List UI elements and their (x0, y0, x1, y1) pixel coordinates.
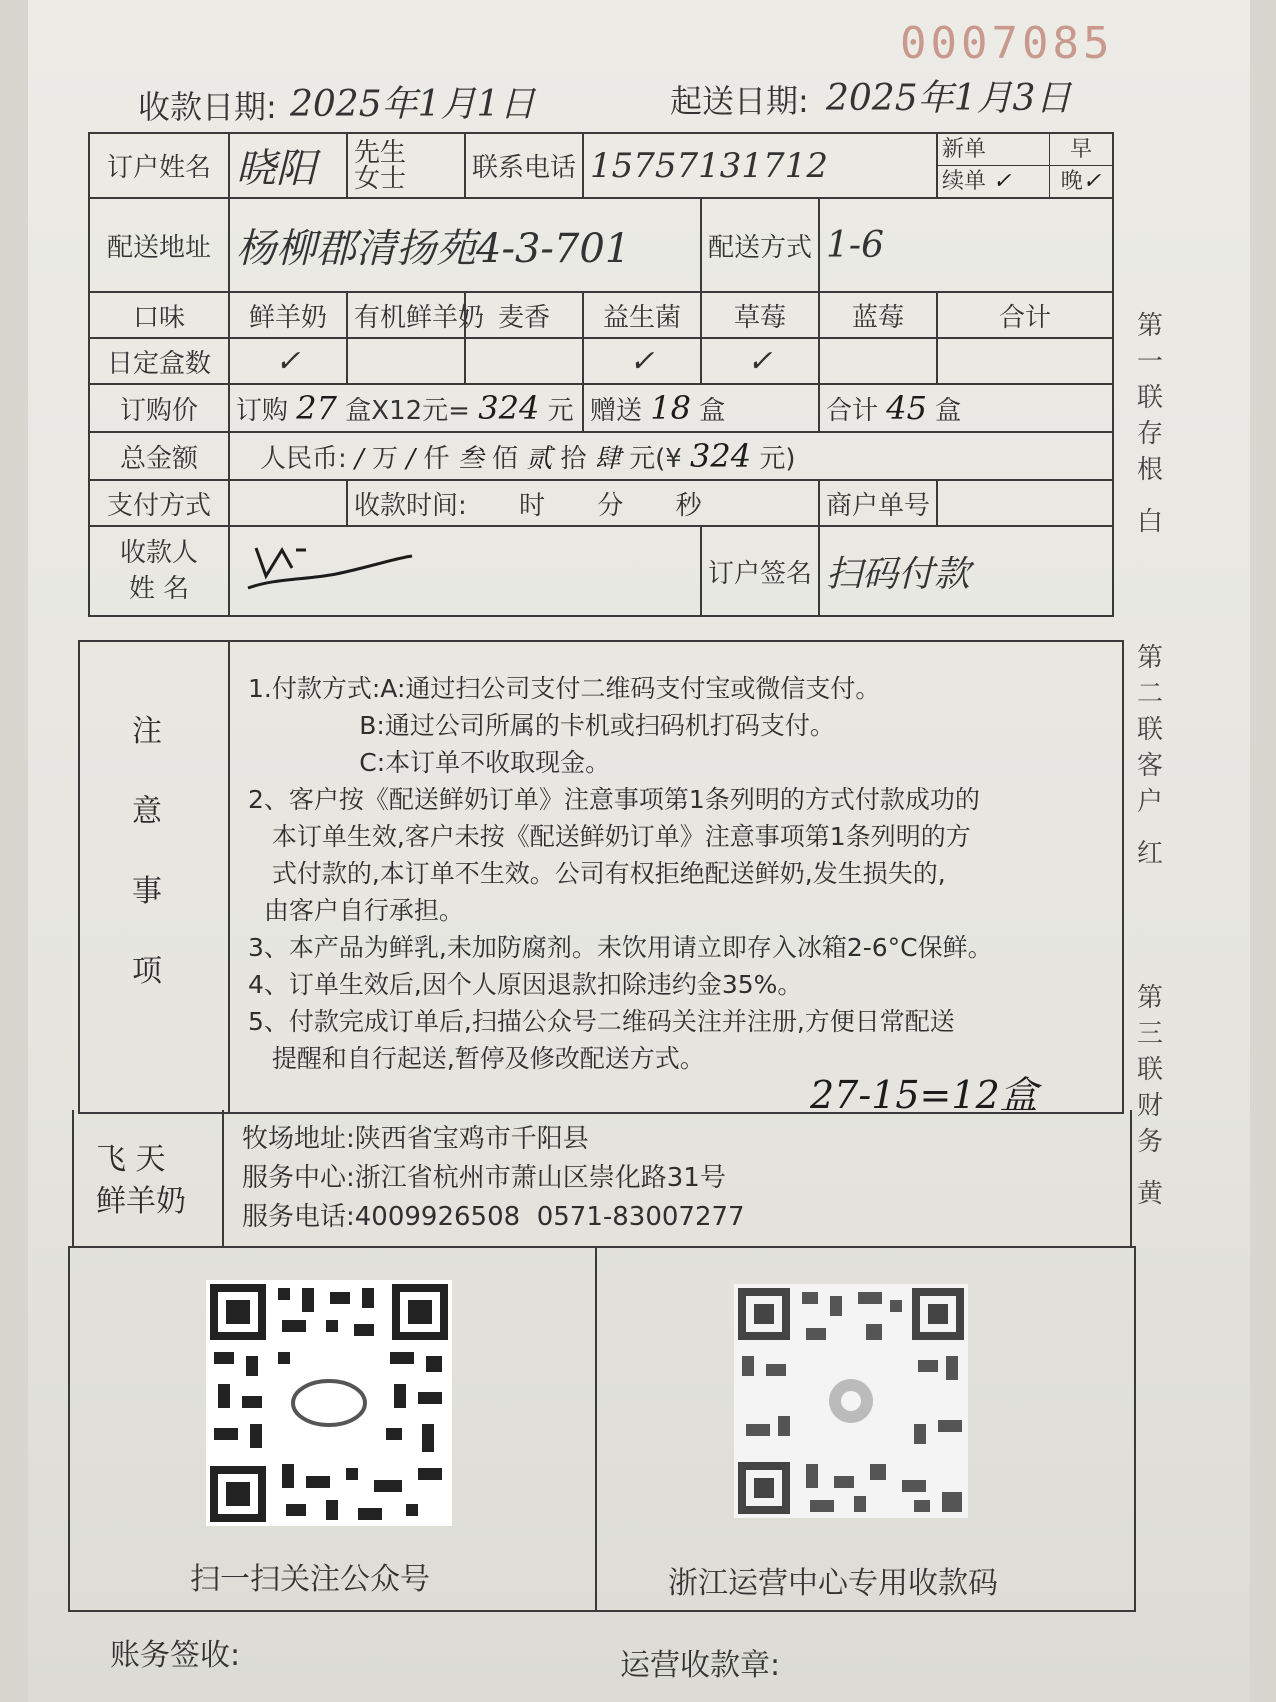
notes-label (80, 642, 230, 1112)
total-qty-cell (819, 384, 1113, 432)
flavor-wheat: 麦香 (465, 292, 583, 338)
payment-time-cell (347, 480, 819, 526)
daily-check-blueberry (819, 338, 937, 384)
gift-cell (583, 384, 819, 432)
daily-check-total (937, 338, 1113, 384)
receipt-date-value: 2025年1月1日 (290, 84, 536, 125)
rmb-label: 人民币: (260, 444, 347, 474)
customer-name-label: 订户姓名 (89, 133, 229, 198)
flavor-total: 合计 (937, 292, 1113, 338)
total-qty: 45 (886, 389, 927, 427)
daily-box-label: 日定盒数 (89, 338, 229, 384)
note-line-7: 由客户自行承担。 (248, 896, 464, 925)
note-line-8: 3、本产品为鲜乳,未加防腐剂。未饮用请立即存入冰箱2-6°C保鲜。 (248, 933, 993, 962)
notes-label-char-3: 事 (132, 874, 162, 909)
payee-label (89, 526, 229, 616)
payment-time-label: 收款时间: (354, 490, 467, 521)
service-phone: 服务电话:4009926508 0571-83007277 (242, 1202, 745, 1232)
company-name (74, 1110, 224, 1246)
accounts-sign-label: 账务签收: (110, 1638, 241, 1673)
daily-check-strawberry: ✓ (701, 338, 819, 384)
hour-label: 时 (519, 490, 546, 521)
title-sir: 先生 (354, 137, 407, 168)
gift-box: 盒 (699, 396, 726, 426)
minute-label: 分 (597, 490, 624, 521)
customer-name-value: 晓阳 (229, 133, 347, 198)
qian-label: 仟 (423, 444, 450, 474)
flavor-label: 口味 (89, 292, 229, 338)
note-line-6: 式付款的,本订单不生效。公司有权拒绝配送鲜奶,发生损失的, (248, 859, 946, 888)
wechat-account-qr[interactable] (206, 1280, 452, 1526)
bai-label: 佰 (491, 444, 518, 474)
flavor-blueberry: 蓝莓 (819, 292, 937, 338)
order-unit: 盒X12元= (345, 396, 470, 426)
morning-label: 早 (1050, 134, 1112, 166)
notes-body (248, 670, 1108, 1077)
start-date-label: 起送日期: (670, 82, 809, 120)
second-label: 秒 (675, 490, 702, 521)
order-form-table (88, 132, 1114, 617)
notes-label-char-2: 意 (132, 794, 162, 829)
title-madam: 女士 (354, 163, 407, 194)
note-line-9: 4、订单生效后,因个人原因退款扣除违约金35%。 (248, 970, 803, 999)
evening-check: ✓ (1082, 169, 1102, 194)
shi-label: 拾 (560, 444, 587, 474)
side-copy-3-color: 黄 (1136, 1179, 1163, 1209)
company-details (242, 1120, 745, 1237)
qr-left-caption: 扫一扫关注公众号 (190, 1562, 430, 1597)
handwritten-calculation: 27-15=12盒 (810, 1073, 1038, 1117)
total-amount-cell (229, 432, 1113, 480)
phone-label: 联系电话 (465, 133, 583, 198)
company-info (72, 1110, 1132, 1248)
payment-method-value (229, 480, 347, 526)
merchant-no-label: 商户单号 (819, 480, 937, 526)
price-label: 订购价 (89, 384, 229, 432)
renew-check: ✓ (993, 169, 1012, 194)
yuan-value: 肆 (594, 444, 621, 474)
note-line-5: 本订单生效,客户未按《配送鲜奶订单》注意事项第1条列明的方 (248, 822, 971, 851)
shi-value: 贰 (526, 444, 553, 474)
notes-label-char-4: 项 (132, 954, 162, 989)
order-price-cell (229, 384, 583, 432)
total-amount-number: 324 (690, 437, 752, 475)
title-cell (347, 133, 465, 198)
order-prefix: 订购 (236, 396, 289, 426)
note-line-3: C:本订单不收取现金。 (248, 748, 611, 777)
notes-section (78, 640, 1124, 1117)
notes-label-char-1: 注 (132, 714, 162, 749)
flavor-goat-milk: 鲜羊奶 (229, 292, 347, 338)
daily-check-goat-milk: ✓ (229, 338, 347, 384)
address-value: 杨柳郡清扬苑4-3-701 (229, 198, 701, 292)
total-amount-label: 总金额 (89, 432, 229, 480)
order-amount: 324 (478, 389, 540, 427)
wan-mark: / (355, 444, 364, 474)
side-copy-2-text: 第二联客户 (1136, 643, 1163, 817)
company-name-line1: 飞 天 (96, 1142, 166, 1177)
flavor-organic-goat-milk: 有机鲜羊奶 (347, 292, 465, 338)
renew-order-label: 续单 (942, 169, 987, 194)
side-copy-3 (1134, 980, 1166, 1212)
payee-label-line2: 姓 名 (128, 574, 190, 604)
phone-value: 15757131712 (583, 133, 937, 198)
side-copy-1 (1134, 308, 1166, 540)
receipt-date-label: 收款日期: (138, 88, 277, 126)
payee-scribble (236, 528, 436, 608)
total-prefix: 合计 (826, 396, 879, 426)
qian-mark: / (406, 444, 416, 474)
evening-label: 晚 (1060, 169, 1083, 194)
order-qty: 27 (296, 389, 337, 427)
qr-section (68, 1246, 1136, 1612)
daily-check-wheat (465, 338, 583, 384)
qr-code-icon (206, 1280, 452, 1526)
payment-qr-code-icon (734, 1284, 968, 1518)
side-copy-1-text: 第一联存根 (1136, 311, 1163, 485)
payee-signature (229, 526, 701, 616)
side-copy-1-color: 白 (1136, 507, 1163, 537)
new-order-label: 新单 (938, 134, 1049, 166)
farm-address: 牧场地址:陕西省宝鸡市千阳县 (242, 1124, 589, 1154)
bai-value: 叁 (457, 444, 484, 474)
note-line-4: 2、客户按《配送鲜奶订单》注意事项第1条列明的方式付款成功的 (248, 785, 980, 814)
note-line-10: 5、付款完成订单后,扫描公众号二维码关注并注册,方便日常配送 (248, 1007, 955, 1036)
company-name-line2: 鲜羊奶 (96, 1184, 186, 1219)
payee-label-line1: 收款人 (119, 538, 198, 568)
gift-qty: 18 (650, 389, 691, 427)
order-type-cell (937, 133, 1113, 198)
ops-stamp-label: 运营收款章: (620, 1648, 781, 1683)
note-line-11: 提醒和自行起送,暂停及修改配送方式。 (248, 1044, 705, 1073)
daily-check-probiotic: ✓ (583, 338, 701, 384)
delivery-method-value: 1-6 (819, 198, 1113, 292)
delivery-method-label: 配送方式 (701, 198, 819, 292)
wan-label: 万 (372, 444, 399, 474)
note-line-2: B:通过公司所属的卡机或扫码机打码支付。 (248, 711, 835, 740)
qr-divider (595, 1248, 597, 1610)
address-label: 配送地址 (89, 198, 229, 292)
gift-prefix: 赠送 (590, 396, 643, 426)
total-box: 盒 (935, 396, 962, 426)
payment-qr[interactable] (734, 1284, 968, 1518)
yuan-end: 元) (759, 444, 796, 474)
yuan-paren: 元(¥ (629, 444, 682, 474)
service-center-address: 服务中心:浙江省杭州市萧山区崇化路31号 (242, 1163, 726, 1193)
flavor-probiotic: 益生菌 (583, 292, 701, 338)
side-copy-2 (1134, 640, 1166, 872)
side-copy-3-text: 第三联财务 (1136, 983, 1163, 1157)
merchant-no-value (937, 480, 1113, 526)
start-date-value: 2025年1月3日 (826, 78, 1072, 119)
payment-method-label: 支付方式 (89, 480, 229, 526)
qr-right-caption: 浙江运营中心专用收款码 (668, 1566, 998, 1601)
serial-number: 0007085 (900, 18, 1114, 69)
note-line-1: 1.付款方式:A:通过扫公司支付二维码支付宝或微信支付。 (248, 674, 881, 703)
order-yuan: 元 (547, 396, 574, 426)
customer-signature-value: 扫码付款 (819, 526, 1113, 616)
customer-signature-label: 订户签名 (701, 526, 819, 616)
daily-check-organic (347, 338, 465, 384)
flavor-strawberry: 草莓 (701, 292, 819, 338)
side-copy-2-color: 红 (1136, 839, 1163, 869)
